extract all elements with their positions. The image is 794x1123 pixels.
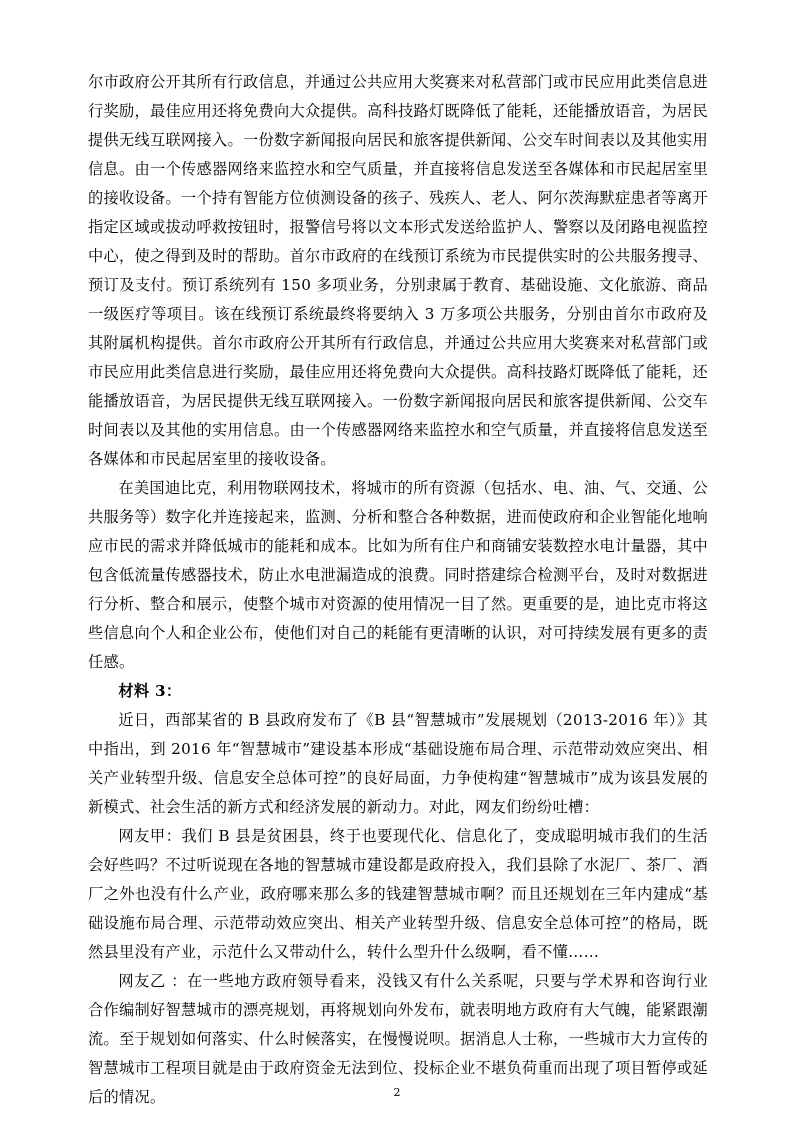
document-page bbox=[88, 68, 708, 1112]
page-number: 2 bbox=[393, 1086, 401, 1099]
paragraph-b-county-plan: 近日，西部某省的 B 县政府发布了《B 县“智慧城市”发展规划（2013-2016 年）》其中指出，到 2016 年“智慧城市”建设基本形成“基础设施布局合理、示范带动效应突出、相关产业转型升级、信息安全总体可控”的良好局面，力争使构建“智慧城市”成为该县发展的新模式、社会生活的新方式和经济发展的新动力。对此，网友们纷纷吐槽： bbox=[88, 711, 708, 816]
paragraph-seoul-continued: 尔市政府公开其所有行政信息，并通过公共应用大奖赛来对私营部门或市民应用此类信息进行奖励，最佳应用还将免费向大众提供。高科技路灯既降低了能耗，还能播放语音，为居民提供无线互联网接入。一份数字新闻报向居民和旅客提供新闻、公交车时间表以及其他实用信息。由一个传感器网络来监控水和空气质量，并直接将信息发送至各媒体和市民起居室里的接收设备。一个持有智能方位侦测设备的孩子、残疾人、老人、阿尔茨海默症患者等离开指定区域或拔动呼救按钮时，报警信号将以文本形式发送给监护人、警察以及闭路电视监控中心，使之得到及时的帮助。首尔市政府的在线预订系统为市民提供实时的公共服务搜寻、预订及支付。预订系统列有 150 多项业务，分别隶属于教育、基础设施、文化旅游、商品一级医疗等项目。该在线预订系统最终将要纳入 3 万多项公共服务，分别由首尔市政府及其附属机构提供。首尔市政府公开其所有行政信息，并通过公共应用大奖赛来对私营部门或市民应用此类信息进行奖励，最佳应用还将免费向大众提供。高科技路灯既降低了能耗，还能播放语音，为居民提供无线互联网接入。一份数字新闻报向居民和旅客提供新闻、公交车时间表以及其他的实用信息。由一个传感器网络来监控水和空气质量，并直接将信息发送至各媒体和市民起居室里的接收设备。 bbox=[88, 73, 708, 468]
paragraph-dubuque: 在美国迪比克，利用物联网技术，将城市的所有资源（包括水、电、油、气、交通、公共服务等）数字化并连接起来，监测、分析和整合各种数据，进而使政府和企业智能化地响应市民的需求并降低城市的能耗和成本。比如为所有住户和商铺安装数控水电计量器，其中包含低流量传感器技术，防止水电泄漏造成的浪费。同时搭建综合检测平台，及时对数据进行分析、整合和展示，使整个城市对资源的使用情况一目了然。更重要的是，迪比克市将这些信息向个人和企业公布，使他们对自己的耗能有更清晰的认识，对可持续发展有更多的责任感。 bbox=[88, 479, 708, 671]
material-3-heading: 材料 3： bbox=[118, 682, 182, 700]
paragraph-netizen-a: 网友甲：我们 B 县是贫困县，终于也要现代化、信息化了，变成聪明城市我们的生活会好些吗？不过听说现在各地的智慧城市建设都是政府投入，我们县除了水泥厂、茶厂、酒厂之外也没有什么产业，政府哪来那么多的钱建智慧城市啊？而且还规划在三年内建成“基础设施布局合理、示范带动效应突出、相关产业转型升级、信息安全总体可控”的格局，既然县里没有产业，示范什么又带动什么，转什么型升什么级啊，看不懂…… bbox=[88, 827, 708, 961]
paragraph-netizen-b: 网友乙 ：在一些地方政府领导看来，没钱又有什么关系呢，只要与学术界和咨询行业合作编制好智慧城市的漂亮规划，再将规划向外发布，就表明地方政府有大气魄，能紧跟潮流。至于规划如何落实、什么时候落实，在慢慢说呗。据消息人士称，一些城市大力宣传的智慧城市工程项目就是由于政府资金无法到位、投标企业不堪负荷重而出现了项目暂停或延后的情况。 bbox=[88, 972, 708, 1106]
